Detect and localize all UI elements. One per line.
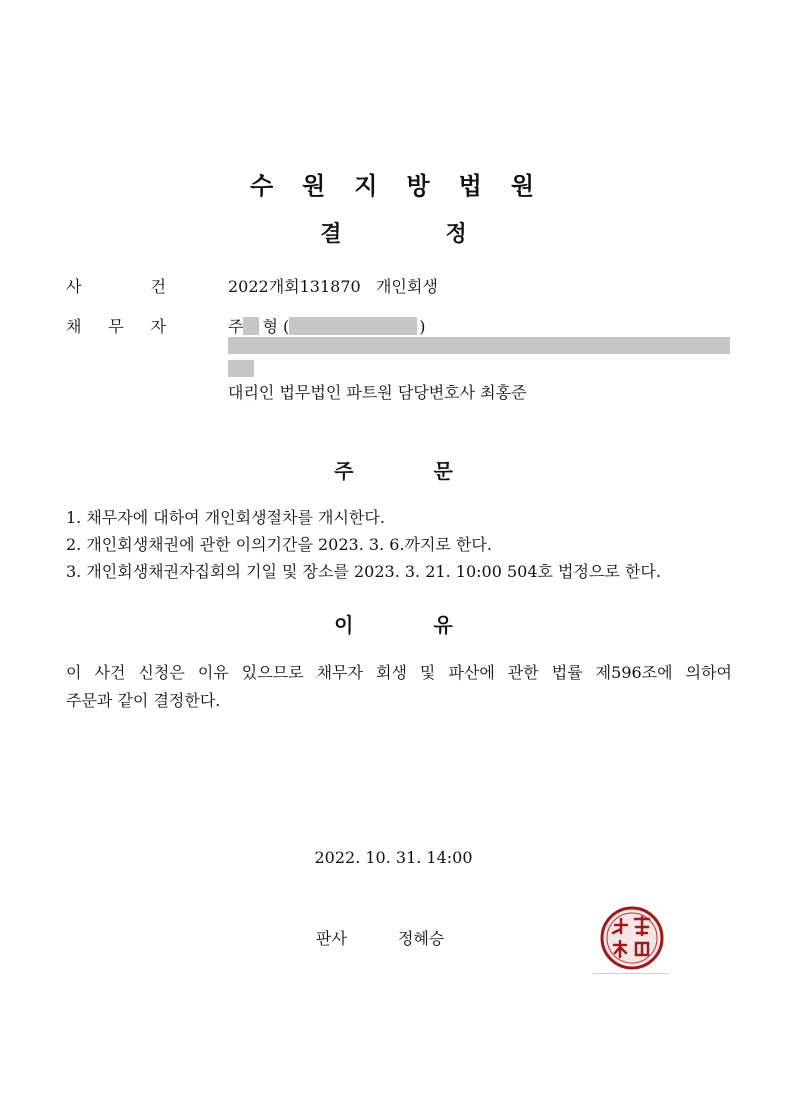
debtor-label: [66, 314, 166, 337]
id-paren-close: ): [419, 317, 426, 336]
document-title-right: 정: [445, 222, 467, 247]
decision-date: 2022. 10. 31. 14:00: [314, 848, 473, 867]
reason-heading-right: 유: [433, 613, 453, 637]
reason-heading-left: 이: [334, 613, 354, 637]
court-name: 수원지방법원: [249, 172, 564, 200]
debtor-name: [228, 314, 426, 337]
judge-name: 정혜승: [398, 929, 445, 948]
order-heading-right: 문: [433, 459, 453, 483]
debtor-name-redaction: [243, 317, 259, 335]
judge-seal-icon: [597, 903, 667, 973]
order-heading-left: 주: [334, 459, 354, 483]
order-heading: [0, 455, 787, 484]
document-title-left: 결: [320, 222, 342, 247]
debtor-label-char: 무: [108, 317, 124, 336]
debtor-label-char: 자: [150, 317, 166, 336]
debtor-name-last: 형: [262, 317, 278, 336]
case-label-char: 사: [66, 277, 82, 296]
case-label-char: 건: [150, 277, 166, 296]
reason-line: 이 사건 신청은 이유 있으므로 채무자 회생 및 파산에 관한 법률 제596조에 의하여: [66, 663, 732, 682]
reason-line: 주문과 같이 결정한다.: [66, 691, 221, 710]
debtor-agent: 대리인 법무법인 파트원 담당변호사 최홍준: [228, 383, 527, 402]
order-item: 2. 개인회생채권에 관한 이의기간을 2023. 3. 6.까지로 한다.: [66, 535, 492, 554]
reason-heading: [0, 609, 787, 638]
case-number: 2022개회131870 개인회생: [228, 277, 438, 296]
debtor-label-char: 채: [66, 317, 82, 336]
case-label: [66, 274, 166, 297]
order-item: 1. 채무자에 대하여 개인회생절차를 개시한다.: [66, 508, 385, 527]
order-item: 3. 개인회생채권자집회의 기일 및 장소를 2023. 3. 21. 10:00 504호 법정으로 한다.: [66, 562, 661, 581]
address-redaction: [228, 337, 730, 354]
debtor-name-first: 주: [228, 317, 244, 336]
document-title: [0, 217, 787, 248]
judge-title: 판사: [316, 929, 347, 948]
id-paren-open: (: [283, 317, 290, 336]
address-redaction-continued: [228, 360, 254, 377]
seal-underline: [593, 973, 669, 974]
id-number-redaction: [289, 317, 417, 335]
